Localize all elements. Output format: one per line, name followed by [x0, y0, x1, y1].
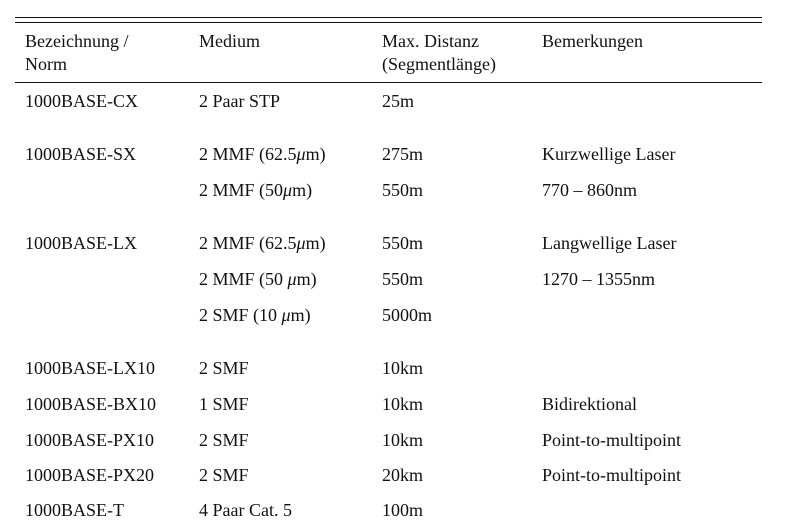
- cell-name: 1000BASE-PX10: [25, 430, 155, 450]
- cell-distance: 10km: [382, 394, 424, 414]
- header-medium-line-1: Medium: [199, 31, 260, 51]
- header-medium: [199, 30, 260, 53]
- cell-distance: 5000m: [382, 305, 433, 325]
- cell-medium: 2 SMF: [199, 358, 249, 378]
- cell-distance: 550m: [382, 269, 424, 289]
- header-notes: [542, 30, 643, 53]
- cell-distance: 550m: [382, 233, 424, 253]
- cell-distance: 10km: [382, 358, 424, 378]
- cell-note: Point-to-multipoint: [542, 430, 682, 450]
- cell-note: Langwellige Laser: [542, 233, 677, 253]
- cell-distance: 550m: [382, 180, 424, 200]
- cell-distance: 20km: [382, 465, 424, 485]
- table-top-rule-outer: [15, 17, 762, 18]
- cell-note: Kurzwellige Laser: [542, 144, 676, 164]
- cell-medium: 4 Paar Cat. 5: [199, 500, 292, 520]
- cell-medium: 2 MMF (62.5μm): [199, 144, 326, 164]
- cell-name: 1000BASE-BX10: [25, 394, 157, 414]
- cell-name: 1000BASE-PX20: [25, 465, 155, 485]
- cell-medium: 2 SMF (10 μm): [199, 305, 311, 325]
- cell-distance: 25m: [382, 91, 415, 111]
- cell-distance: 100m: [382, 500, 424, 520]
- table-top-rule-inner: [15, 22, 762, 23]
- header-distance: [382, 30, 496, 76]
- cell-note: Bidirektional: [542, 394, 637, 414]
- cell-name: 1000BASE-SX: [25, 144, 137, 164]
- cell-medium: 2 MMF (62.5μm): [199, 233, 326, 253]
- cell-medium: 2 MMF (50 μm): [199, 269, 317, 289]
- cell-medium: 2 MMF (50μm): [199, 180, 313, 200]
- header-name-line-2: Norm: [25, 54, 67, 74]
- header-name: [25, 30, 128, 76]
- header-name-line-1: Bezeichnung /: [25, 31, 129, 51]
- cell-name: 1000BASE-CX: [25, 91, 139, 111]
- header-distance-line-2: (Segmentlänge): [382, 54, 496, 74]
- cell-medium: 2 SMF: [199, 465, 249, 485]
- cell-distance: 10km: [382, 430, 424, 450]
- header-distance-line-1: Max. Distanz: [382, 31, 479, 51]
- cell-name: 1000BASE-LX: [25, 233, 137, 253]
- cell-name: 1000BASE-T: [25, 500, 124, 520]
- cell-medium: 2 SMF: [199, 430, 249, 450]
- cell-note: 770 – 860nm: [542, 180, 638, 200]
- cell-medium: 2 Paar STP: [199, 91, 280, 111]
- cell-name: 1000BASE-LX10: [25, 358, 155, 378]
- cell-note: Point-to-multipoint: [542, 465, 682, 485]
- table-header-rule: [15, 82, 762, 83]
- header-notes-line-1: Bemerkungen: [542, 31, 643, 51]
- cell-medium: 1 SMF: [199, 394, 249, 414]
- cell-distance: 275m: [382, 144, 424, 164]
- cell-note: 1270 – 1355nm: [542, 269, 656, 289]
